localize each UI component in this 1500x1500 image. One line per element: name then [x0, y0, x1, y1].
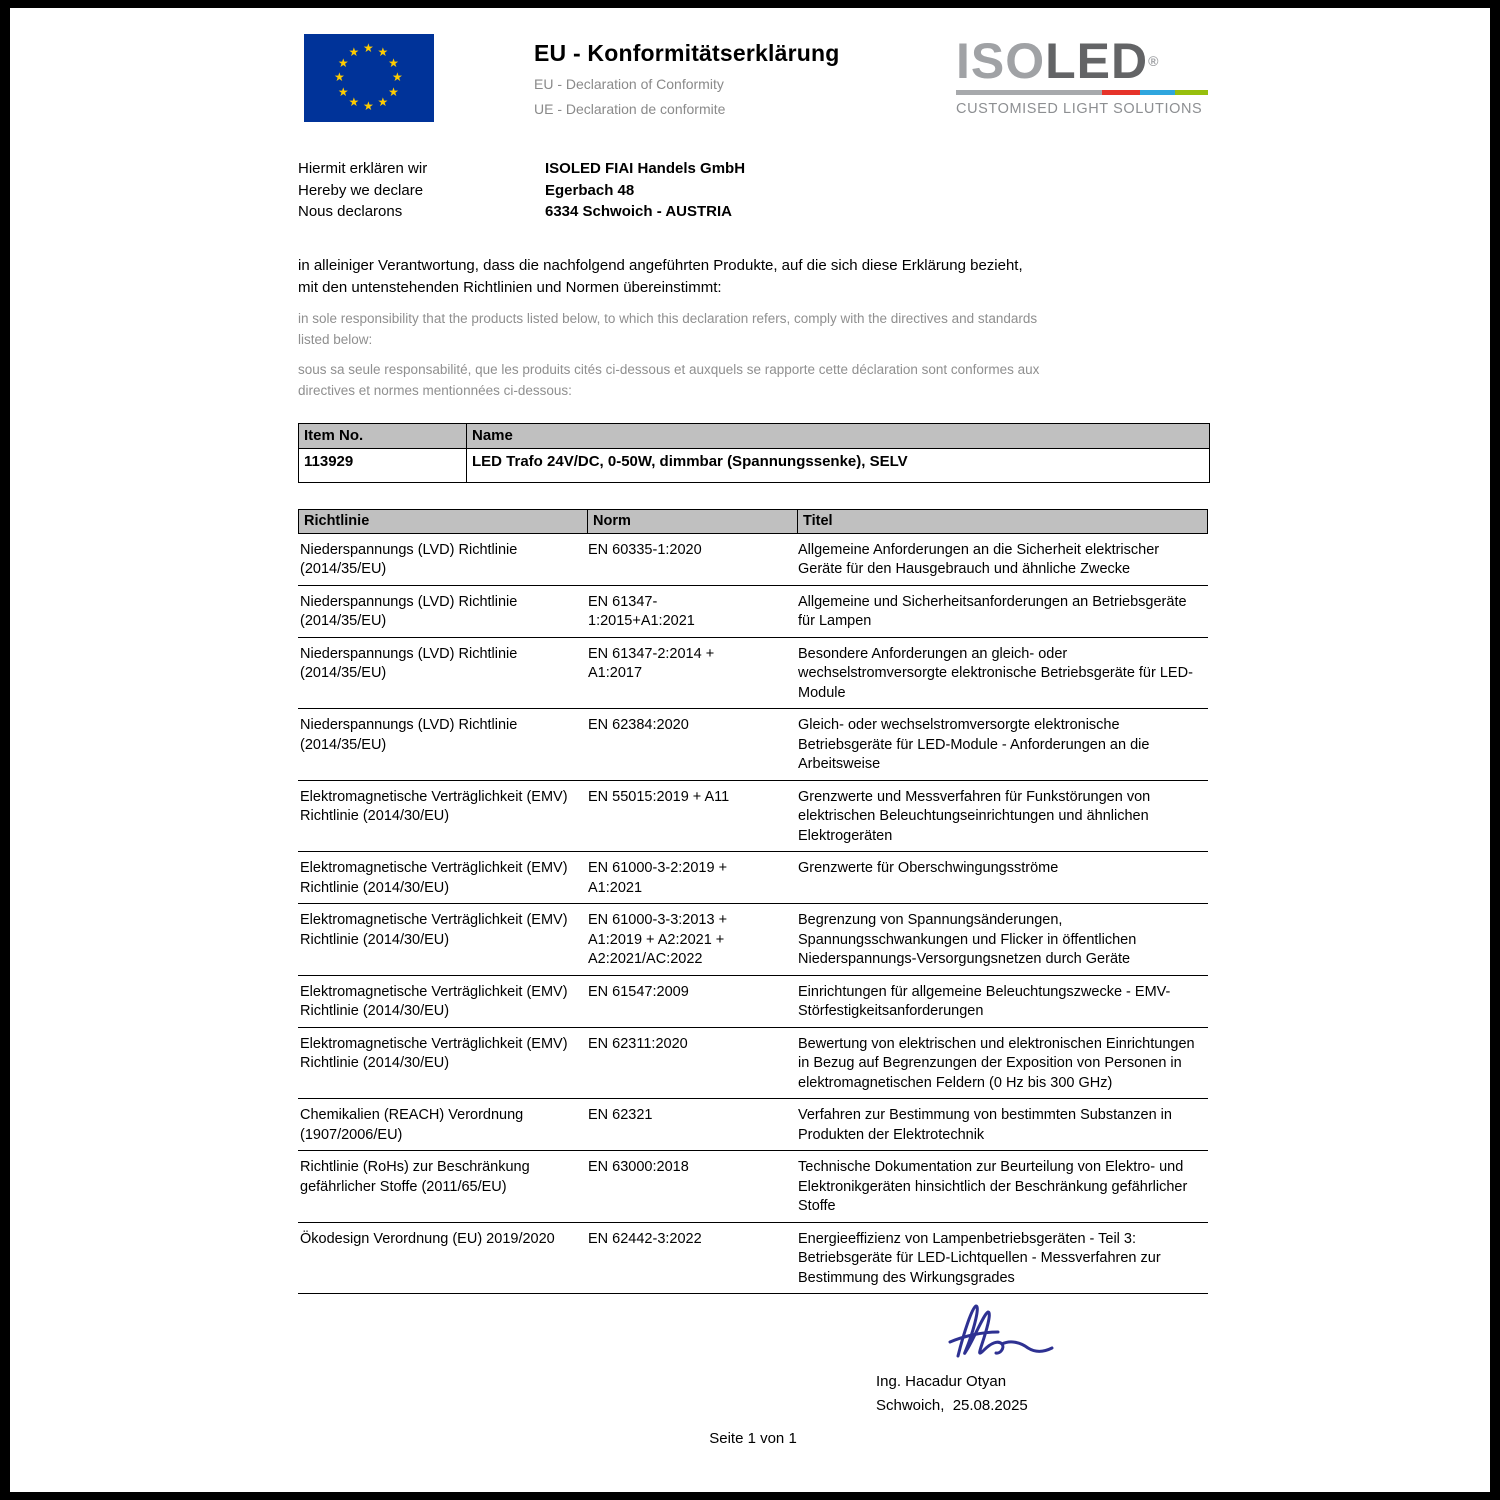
richtlinie-cell: Niederspannungs (LVD) Richtlinie (2014/35/EU) [300, 593, 518, 629]
signatory-name: Ing. Hacadur Otyan [876, 1373, 1007, 1390]
table-row [298, 904, 1208, 976]
logo-bar-segment [1175, 90, 1208, 95]
titel-cell: Verfahren zur Bestimmung von bestimmten Substanzen in Produkten der Elektrotechnik [798, 1107, 1172, 1143]
directives-table-header [298, 509, 1208, 534]
star-icon: ★ [377, 44, 389, 59]
norm-cell: EN 61547:2009 [588, 983, 689, 1000]
titel-cell: Besondere Anforderungen an gleich- oder wechselstromversorgte elektronische Betriebsgeräte für LED-Module [798, 645, 1193, 701]
titel-cell: Gleich- oder wechselstromversorgte elektronische Betriebsgeräte für LED-Module - Anforderungen an die Arbeitsweise [798, 717, 1150, 772]
table-row [298, 781, 1208, 853]
table-row [298, 1099, 1208, 1151]
table-row [298, 1028, 1208, 1100]
page-subtitle-en: EU - Declaration of Conformity [534, 76, 724, 92]
norm-cell: EN 62442-3:2022 [588, 1230, 702, 1247]
star-icon: ★ [348, 44, 360, 59]
item-name-header: Name [472, 426, 513, 444]
titel-cell: Technische Dokumentation zur Beurteilung von Elektro- und Elektronikgeräten hinsichtlich der Beschränkung gefährlicher Stoffe [798, 1159, 1188, 1214]
isoled-logo-wordmark [956, 33, 1208, 89]
item-name-cell: LED Trafo 24V/DC, 0-50W, dimmbar (Spannungssenke), SELV [472, 452, 908, 470]
titel-cell: Allgemeine Anforderungen an die Sicherheit elektrischer Geräte für den Hausgebrauch und ähnliche Zwecke [798, 541, 1160, 577]
table-row [298, 709, 1208, 781]
norm-cell: EN 61000-3-3:2013 + A1:2019 + A2:2021 + A2:2021/AC:2022 [588, 912, 728, 967]
richtlinie-cell: Elektromagnetische Verträglichkeit (EMV) Richtlinie (2014/30/EU) [300, 1035, 568, 1071]
company-address-block [545, 158, 745, 223]
company-street: Egerbach 48 [545, 181, 635, 199]
norm-cell: EN 61347-2:2014 + A1:2017 [588, 645, 715, 681]
titel-header: Titel [797, 510, 1209, 533]
document-content [298, 8, 1208, 1447]
richtlinie-cell: Elektromagnetische Verträglichkeit (EMV) Richtlinie (2014/30/EU) [300, 912, 568, 948]
declare-line-de: Hiermit erklären wir [298, 160, 428, 177]
titel-cell: Grenzwerte und Messverfahren für Funkstörungen von elektrischen Beleuchtungseinrichtungen und ähnlichen Elektrogeräten [798, 788, 1151, 844]
eu-flag-icon [304, 34, 434, 122]
logo-color-bar [956, 90, 1208, 95]
norm-cell: EN 63000:2018 [588, 1159, 689, 1175]
statement-de: in alleiniger Verantwortung, dass die nachfolgend angeführten Produkte, auf die sich diese Erklärung bezieht, mit den untenstehenden Richtlinien und Normen übereinstimmt: [298, 256, 1023, 296]
page-subtitle-fr: UE - Declaration de conformite [534, 101, 726, 117]
richtlinie-cell: Ökodesign Verordnung (EU) 2019/2020 [300, 1230, 555, 1247]
signature-place-date: Schwoich, 25.08.2025 [876, 1397, 1028, 1414]
item-table [298, 423, 1210, 483]
table-row [299, 448, 1209, 482]
item-table-header [299, 424, 1209, 448]
registered-trademark-icon: ® [1148, 53, 1160, 69]
star-icon: ★ [348, 95, 360, 110]
company-name: ISOLED FIAI Handels GmbH [545, 160, 746, 177]
star-icon: ★ [337, 55, 349, 70]
directives-table [298, 509, 1208, 1295]
logo-tagline: CUSTOMISED LIGHT SOLUTIONS [956, 101, 1203, 117]
table-row [298, 1151, 1208, 1223]
star-icon: ★ [392, 70, 403, 84]
norm-cell: EN 61000-3-2:2019 + A1:2021 [588, 860, 728, 896]
table-row [298, 638, 1208, 710]
norm-cell: EN 60335-1:2020 [588, 541, 702, 558]
star-icon: ★ [334, 70, 345, 84]
richtlinie-cell: Elektromagnetische Verträglichkeit (EMV) Richtlinie (2014/30/EU) [300, 983, 568, 1019]
item-no-header: Item No. [299, 424, 467, 448]
declaration-block [298, 158, 1208, 223]
company-city: 6334 Schwoich - AUSTRIA [545, 203, 732, 220]
titel-cell: Begrenzung von Spannungsänderungen, Spannungsschwankungen und Flicker in öffentlichen Niederspannungs-Versorgungsnetzen durch Geräte [798, 912, 1137, 967]
table-row [298, 852, 1208, 904]
norm-cell: EN 62311:2020 [588, 1035, 688, 1052]
signature-image [906, 1298, 1076, 1364]
star-icon: ★ [363, 41, 374, 55]
title-block [534, 34, 840, 117]
star-icon: ★ [337, 84, 349, 99]
richtlinie-cell: Elektromagnetische Verträglichkeit (EMV) Richtlinie (2014/30/EU) [300, 788, 568, 824]
star-icon: ★ [363, 99, 374, 113]
table-row [298, 586, 1208, 638]
logo-bar-segment [1102, 90, 1140, 95]
document-page [10, 8, 1490, 1492]
statement-fr: sous sa seule responsabilité, que les produits cités ci-dessous et auxquels se rapporte cette déclaration sont conformes aux directives et normes mentionnées ci-dessous: [298, 361, 1040, 398]
isoled-logo [956, 34, 1208, 117]
richtlinie-cell: Niederspannungs (LVD) Richtlinie (2014/35/EU) [300, 645, 518, 681]
logo-bar-segment [956, 90, 1102, 95]
titel-cell: Allgemeine und Sicherheitsanforderungen an Betriebsgeräte für Lampen [798, 593, 1187, 629]
logo-bar-segment [1140, 90, 1175, 95]
statement-en: in sole responsibility that the products listed below, to which this declaration refers, comply with the directives and standards listed below: [298, 310, 1038, 347]
logo-text-iso: ISO [956, 33, 1046, 89]
directives-table-body [298, 534, 1208, 1295]
norm-cell: EN 62384:2020 [588, 717, 689, 733]
titel-cell: Energieeffizienz von Lampenbetriebsgeräten - Teil 3: Betriebsgeräte für LED-Lichtquellen - Messverfahren zur Bestimmung des Wirkungsgrades [798, 1230, 1161, 1286]
richtlinie-cell: Niederspannungs (LVD) Richtlinie (2014/35/EU) [300, 717, 518, 753]
titel-cell: Bewertung von elektrischen und elektronischen Einrichtungen in Bezug auf Begrenzungen der Exposition von Personen in elektromagnetischen Feldern (0 Hz bis 300 GHz) [798, 1035, 1195, 1091]
logo-text-led: LED [1045, 33, 1149, 89]
signature-block [876, 1298, 1208, 1414]
page-title: EU - Konformitätserklärung [534, 40, 840, 66]
richtlinie-header: Richtlinie [304, 512, 370, 529]
titel-cell: Einrichtungen für allgemeine Beleuchtungszwecke - EMV-Störfestigkeitsanforderungen [798, 983, 1171, 1019]
document-header [298, 34, 1208, 122]
norm-cell: EN 55015:2019 + A11 [588, 788, 730, 805]
declare-line-en: Hereby we declare [298, 181, 424, 199]
declare-line-fr: Nous declarons [298, 203, 403, 220]
page-number: Seite 1 von 1 [709, 1430, 797, 1447]
declaration-left-column [298, 158, 545, 223]
norm-header: Norm [587, 510, 797, 533]
richtlinie-cell: Niederspannungs (LVD) Richtlinie (2014/35/EU) [300, 541, 518, 577]
norm-cell: EN 62321 [588, 1107, 653, 1123]
titel-cell: Grenzwerte für Oberschwingungsströme [798, 860, 1059, 876]
norm-cell: EN 61347-1:2015+A1:2021 [588, 593, 695, 629]
conformity-statement [298, 255, 1058, 401]
item-no-cell: 113929 [299, 449, 467, 482]
item-table-body [299, 448, 1209, 482]
table-row [298, 976, 1208, 1028]
richtlinie-cell: Richtlinie (RoHs) zur Beschränkung gefährlicher Stoffe (2011/65/EU) [300, 1159, 530, 1195]
star-icon: ★ [388, 84, 399, 99]
richtlinie-cell: Chemikalien (REACH) Verordnung (1907/2006/EU) [300, 1107, 524, 1143]
table-row [298, 534, 1208, 586]
table-row [298, 1223, 1208, 1295]
richtlinie-cell: Elektromagnetische Verträglichkeit (EMV) Richtlinie (2014/30/EU) [300, 860, 568, 896]
star-icon: ★ [388, 55, 399, 70]
star-icon: ★ [377, 95, 389, 110]
